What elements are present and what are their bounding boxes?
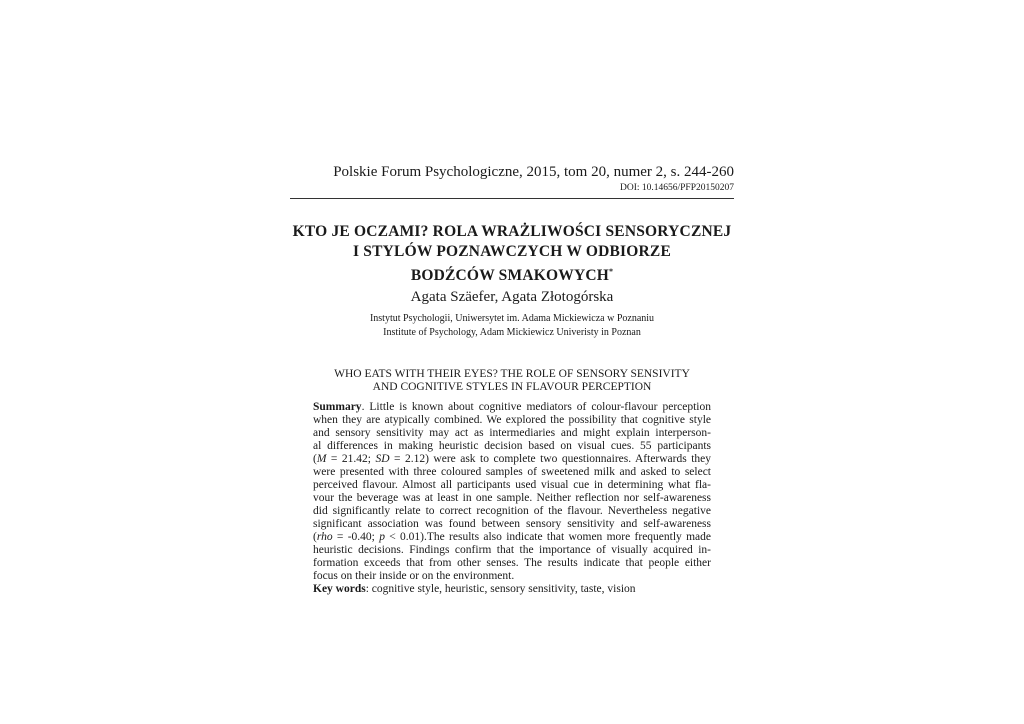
article-title-polish [290, 222, 734, 286]
summary-line: significant association was found between sensory sensitivity and self-awareness [313, 518, 711, 530]
keywords-text: : cognitive style, heuristic, sensory sensitivity, taste, vision [365, 583, 636, 595]
keywords-label: Key words [313, 583, 366, 595]
summary-abstract [313, 401, 711, 596]
keywords-line [313, 583, 711, 596]
stat-symbol: rho [316, 531, 333, 543]
stat-symbol: p [379, 531, 385, 543]
summary-line: did significantly relate to correct recognition of the flavour. Nevertheless negative [313, 505, 711, 517]
title-line-3-text: BODŹCÓW SMAKOWYCH [410, 267, 609, 285]
summary-line: heuristic decisions. Findings confirm that the importance of visually acquired in- [313, 544, 711, 556]
title-line-3 [290, 262, 734, 286]
title-line-1: KTO JE OCZAMI? ROLA WRAŻLIWOŚCI SENSORYCZNEJ [292, 223, 732, 240]
summary-line: formation exceeds that from other senses. The results indicate that people either [313, 557, 711, 569]
summary-line [313, 531, 711, 544]
journal-citation: Polskie Forum Psychologiczne, 2015, tom 20, numer 2, s. 244-260 [333, 164, 734, 180]
summary-text: ( [313, 531, 317, 543]
summary-text: . Little is known about cognitive mediators of colour-flavour perception [361, 401, 711, 413]
summary-line: vour the beverage was at least in one sample. Neither reflection nor self-awareness [313, 492, 711, 504]
summary-text: < 0.01).The results also indicate that women more frequently made [384, 531, 712, 543]
summary-text: ( [313, 453, 317, 465]
summary-text: = 21.42; [326, 453, 376, 465]
summary-line: al differences in making heuristic decision based on visual cues. 55 participants [313, 440, 711, 452]
authors: Agata Szäefer, Agata Złotogórska [410, 289, 614, 305]
summary-line: when they are atypically combined. We explored the possibility that cognitive style [313, 414, 711, 426]
summary-line: were presented with three coloured samples of sweetened milk and asked to select [313, 466, 711, 478]
summary-text: = 2.12) were ask to complete two questionnaires. Afterwards they [389, 453, 711, 465]
summary-text: = -0.40; [332, 531, 380, 543]
article-title-english [290, 368, 734, 394]
english-title-line-2: AND COGNITIVE STYLES IN FLAVOUR PERCEPTION [372, 381, 652, 393]
affiliation-english: Institute of Psychology, Adam Mickiewicz Univeristy in Poznan [383, 327, 641, 338]
affiliation-polish: Instytut Psychologii, Uniwersytet im. Adama Mickiewicza w Poznaniu [369, 313, 655, 324]
summary-line: perceived flavour. Almost all participants used visual cue in determining what fla- [313, 479, 711, 491]
stat-symbol: M [316, 453, 327, 465]
header-rule [290, 198, 734, 199]
summary-line [313, 453, 711, 466]
title-line-2: I STYLÓW POZNAWCZYCH W ODBIORZE [353, 243, 671, 260]
english-title-line-1: WHO EATS WITH THEIR EYES? THE ROLE OF SENSORY SENSIVITY [334, 368, 690, 380]
summary-line: focus on their inside or on the environment. [313, 570, 515, 582]
doi: DOI: 10.14656/PFP20150207 [619, 183, 734, 193]
summary-line: and sensory sensitivity may act as intermediaries and might explain interperson- [313, 427, 711, 439]
summary-label: Summary [313, 401, 362, 413]
title-footnote-mark: * [608, 267, 614, 276]
summary-line [313, 401, 711, 414]
stat-symbol: SD [375, 453, 390, 465]
